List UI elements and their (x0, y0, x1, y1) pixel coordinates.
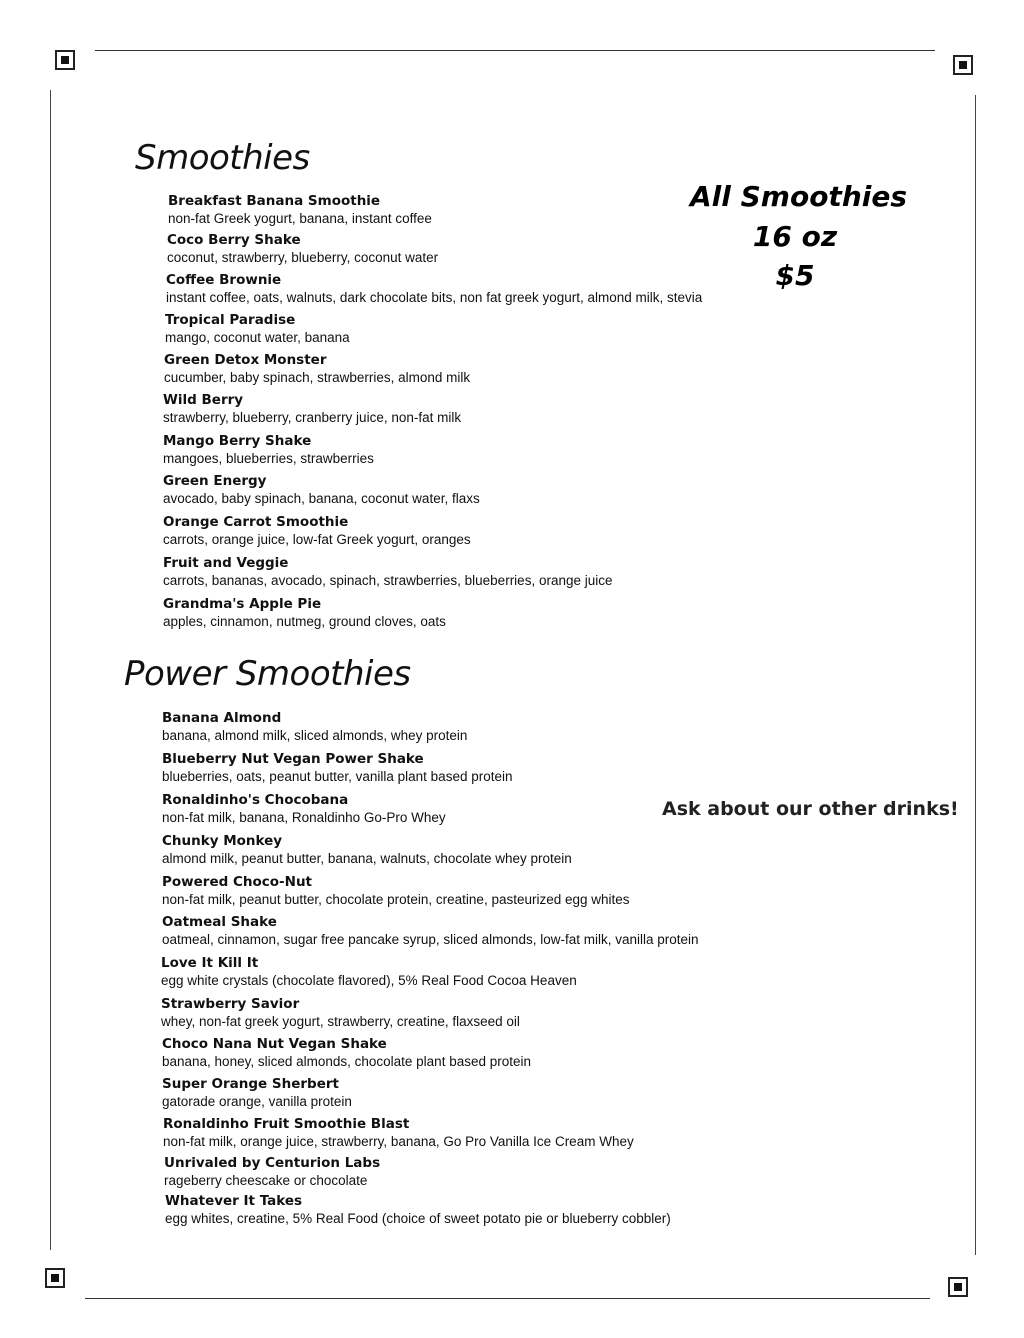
menu-item (164, 351, 470, 387)
menu-item (164, 1154, 380, 1190)
item-description: non-fat milk, banana, Ronaldinho Go-Pro Whey (162, 810, 446, 825)
menu-item (161, 954, 577, 990)
item-name: Chunky Monkey (162, 833, 283, 849)
promo-size: 16 oz (752, 220, 838, 253)
item-name: Powered Choco-Nut (162, 874, 313, 890)
item-description: carrots, orange juice, low-fat Greek yogurt, oranges (163, 532, 471, 547)
menu-item (163, 513, 471, 549)
item-description: gatorade orange, vanilla protein (162, 1094, 352, 1109)
item-description: non-fat milk, orange juice, strawberry, banana, Go Pro Vanilla Ice Cream Whey (163, 1134, 634, 1149)
smoothies-title: Smoothies (135, 138, 310, 178)
top-rule (95, 50, 935, 51)
item-description: strawberry, blueberry, cranberry juice, non-fat milk (163, 410, 462, 425)
item-description: whey, non-fat greek yogurt, strawberry, creatine, flaxseed oil (161, 1014, 520, 1029)
menu-item (163, 391, 461, 427)
item-description: cucumber, baby spinach, strawberries, almond milk (164, 370, 471, 385)
item-name: Green Energy (163, 473, 267, 489)
item-description: non-fat milk, peanut butter, chocolate protein, creatine, pasteurized egg whites (162, 892, 630, 907)
item-description: mango, coconut water, banana (165, 330, 350, 345)
bottom-rule (85, 1298, 930, 1299)
item-name: Tropical Paradise (165, 312, 296, 328)
item-name: Ronaldinho Fruit Smoothie Blast (163, 1116, 410, 1132)
menu-item (162, 791, 446, 827)
item-name: Banana Almond (162, 710, 282, 726)
item-description: egg whites, creatine, 5% Real Food (choice of sweet potato pie or blueberry cobbler) (165, 1211, 671, 1226)
item-description: almond milk, peanut butter, banana, walnuts, chocolate whey protein (162, 851, 572, 866)
item-name: Ronaldinho's Chocobana (162, 792, 349, 808)
menu-item (163, 432, 374, 468)
item-description: avocado, baby spinach, banana, coconut water, flaxs (163, 491, 480, 506)
item-name: Coco Berry Shake (167, 232, 301, 248)
item-description: oatmeal, cinnamon, sugar free pancake syrup, sliced almonds, low-fat milk, vanilla protein (162, 932, 699, 947)
item-name: Wild Berry (163, 392, 244, 408)
item-name: Breakfast Banana Smoothie (168, 193, 381, 209)
menu-item (165, 1192, 671, 1228)
menu-item (163, 472, 480, 508)
menu-item (162, 709, 467, 745)
menu-item (162, 913, 699, 949)
menu-item (163, 554, 613, 590)
item-description: carrots, bananas, avocado, spinach, strawberries, blueberries, orange juice (163, 573, 613, 588)
item-name: Mango Berry Shake (163, 433, 312, 449)
item-description: non-fat Greek yogurt, banana, instant coffee (168, 211, 432, 226)
promo-price: $5 (775, 259, 815, 292)
item-description: banana, honey, sliced almonds, chocolate plant based protein (162, 1054, 532, 1069)
item-name: Blueberry Nut Vegan Power Shake (162, 751, 424, 767)
item-description: coconut, strawberry, blueberry, coconut water (167, 250, 439, 265)
item-name: Green Detox Monster (164, 352, 327, 368)
item-name: Strawberry Savior (161, 996, 300, 1012)
item-name: Orange Carrot Smoothie (163, 514, 349, 530)
menu-item (161, 995, 520, 1031)
item-name: Super Orange Sherbert (162, 1076, 339, 1092)
item-name: Whatever It Takes (165, 1193, 303, 1209)
item-description: egg white crystals (chocolate flavored), 5% Real Food Cocoa Heaven (161, 973, 577, 988)
item-description: apples, cinnamon, nutmeg, ground cloves, oats (163, 614, 446, 629)
menu-item (162, 873, 630, 909)
left-rule (50, 90, 51, 1250)
menu-item (167, 231, 438, 267)
item-description: instant coffee, oats, walnuts, dark chocolate bits, non fat greek yogurt, almond milk, stevia (166, 290, 703, 305)
corner-marker-top-right (953, 55, 973, 75)
menu-item (162, 1035, 531, 1071)
menu-item (166, 271, 702, 307)
item-description: rageberry cheescake or chocolate (164, 1173, 368, 1188)
item-description: blueberries, oats, peanut butter, vanilla plant based protein (162, 769, 513, 784)
item-name: Grandma's Apple Pie (163, 596, 322, 612)
corner-marker-top-left (55, 50, 75, 70)
menu-item (168, 192, 432, 228)
menu-item (163, 595, 446, 631)
menu-item (165, 311, 350, 347)
promo-all-smoothies: All Smoothies (690, 180, 907, 213)
item-name: Choco Nana Nut Vegan Shake (162, 1036, 387, 1052)
item-description: mangoes, blueberries, strawberries (163, 451, 374, 466)
menu-item (163, 1115, 634, 1151)
corner-marker-bottom-left (45, 1268, 65, 1288)
right-rule (975, 95, 976, 1255)
corner-marker-bottom-right (948, 1277, 968, 1297)
other-drinks-note: Ask about our other drinks! (662, 798, 959, 820)
item-name: Unrivaled by Centurion Labs (164, 1155, 381, 1171)
menu-item (162, 750, 513, 786)
item-name: Coffee Brownie (166, 272, 282, 288)
item-name: Fruit and Veggie (163, 555, 289, 571)
item-name: Love It Kill It (161, 955, 259, 971)
power-smoothies-title: Power Smoothies (124, 654, 411, 694)
menu-item (162, 1075, 352, 1111)
menu-item (162, 832, 572, 868)
item-name: Oatmeal Shake (162, 914, 277, 930)
item-description: banana, almond milk, sliced almonds, whey protein (162, 728, 468, 743)
